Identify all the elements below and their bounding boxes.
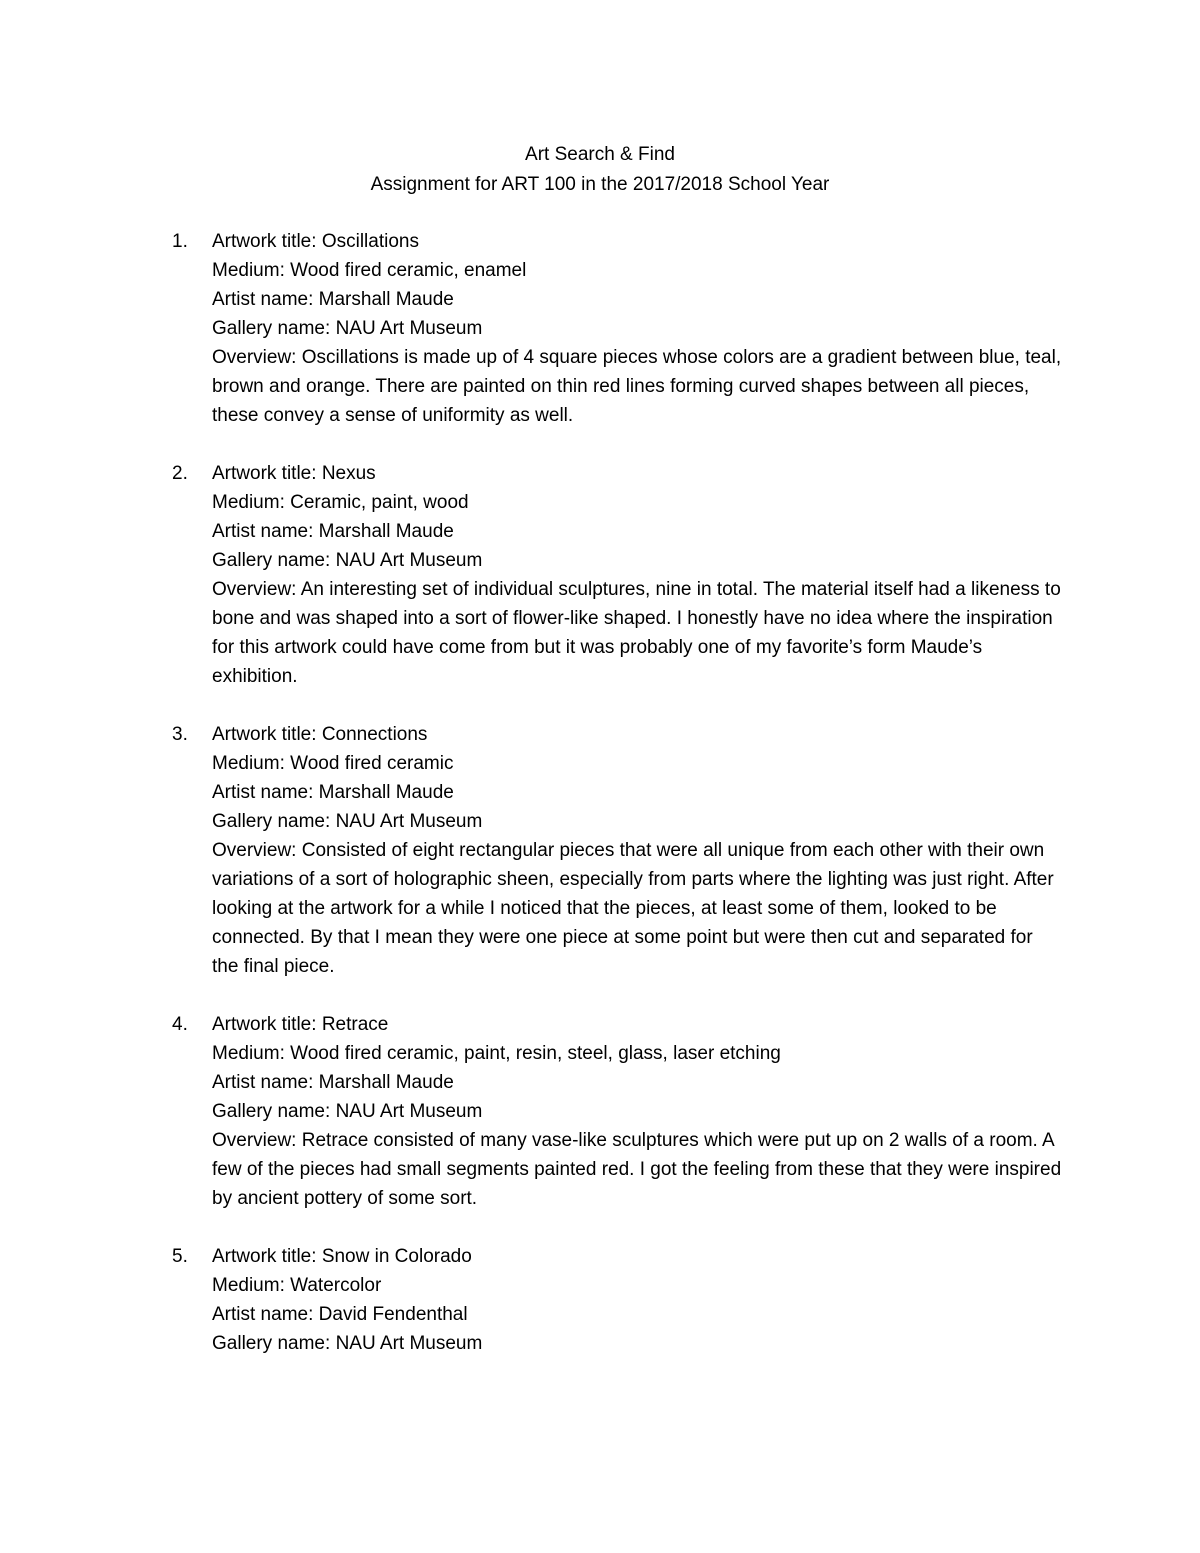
gallery-label: Gallery name: xyxy=(212,1101,331,1122)
medium-label: Medium: xyxy=(212,260,285,281)
entry-number: 3. xyxy=(172,724,188,745)
medium-value: Ceramic, paint, wood xyxy=(290,492,469,513)
entry-number: 5. xyxy=(172,1246,188,1267)
artwork-title-line xyxy=(212,227,1072,256)
overview-paragraph xyxy=(212,836,1062,981)
gallery-value: NAU Art Museum xyxy=(335,1101,483,1122)
overview-text: An interesting set of individual sculptures, nine in total. The material itself had a likeness to bone and was shaped into a sort of flower-like shaped. I honestly have no idea where the inspiration for this artwork could have come from but it was probably one of my favorite’s form Maude’s exhibition. xyxy=(212,579,1061,687)
gallery-value: NAU Art Museum xyxy=(335,550,483,571)
gallery-value: NAU Art Museum xyxy=(335,318,483,339)
gallery-label: Gallery name: xyxy=(212,550,331,571)
entry-number: 4. xyxy=(172,1014,188,1035)
medium-line xyxy=(212,749,1072,778)
medium-value: Watercolor xyxy=(290,1275,382,1296)
artwork-title-line xyxy=(212,459,1072,488)
artwork-title-label: Artwork title: xyxy=(212,231,317,252)
overview-text: Consisted of eight rectangular pieces that were all unique from each other with their own variations of a sort of holographic sheen, especially from parts where the lighting was just right. After looking at the artwork for a while I noticed that the pieces, at least some of them, looked to be connected. By that I mean they were one piece at some point but were then cut and separated for the final piece. xyxy=(212,840,1054,977)
document-title: Art Search & Find xyxy=(525,144,675,165)
artwork-title-label: Artwork title: xyxy=(212,1014,317,1035)
medium-label: Medium: xyxy=(212,492,285,513)
artwork-entry xyxy=(172,1010,1072,1213)
overview-text: Retrace consisted of many vase-like sculptures which were put up on 2 walls of a room. A few of the pieces had small segments painted red. I got the feeling from these that they were inspired by ancient pottery of some sort. xyxy=(212,1130,1062,1209)
document-subtitle: Assignment for ART 100 in the 2017/2018 School Year xyxy=(370,174,830,195)
artwork-title-label: Artwork title: xyxy=(212,1246,317,1267)
artwork-title-value: Nexus xyxy=(321,463,376,484)
gallery-line xyxy=(212,1329,1072,1358)
medium-label: Medium: xyxy=(212,1275,285,1296)
gallery-line xyxy=(212,314,1072,343)
artist-label: Artist name: xyxy=(212,521,314,542)
artist-value: Marshall Maude xyxy=(318,782,454,803)
overview-label: Overview: xyxy=(212,840,297,861)
artwork-entry xyxy=(172,720,1072,981)
artwork-title-value: Oscillations xyxy=(321,231,419,252)
artist-label: Artist name: xyxy=(212,289,314,310)
artist-value: Marshall Maude xyxy=(318,289,454,310)
overview-text: Oscillations is made up of 4 square pieces whose colors are a gradient between blue, teal, brown and orange. There are painted on thin red lines forming curved shapes between all pieces, these convey a sense of uniformity as well. xyxy=(212,347,1062,426)
overview-paragraph xyxy=(212,1126,1062,1213)
artwork-title-line xyxy=(212,1242,1072,1271)
medium-label: Medium: xyxy=(212,753,285,774)
artist-value: David Fendenthal xyxy=(318,1304,468,1325)
gallery-label: Gallery name: xyxy=(212,1333,331,1354)
artwork-title-label: Artwork title: xyxy=(212,463,317,484)
overview-label: Overview: xyxy=(212,579,297,600)
overview-paragraph xyxy=(212,575,1062,691)
gallery-line xyxy=(212,546,1072,575)
medium-value: Wood fired ceramic, paint, resin, steel, glass, laser etching xyxy=(290,1043,781,1064)
artist-label: Artist name: xyxy=(212,1072,314,1093)
artwork-title-value: Retrace xyxy=(321,1014,389,1035)
overview-label: Overview: xyxy=(212,1130,297,1151)
artwork-entry xyxy=(172,1242,1072,1358)
document-header xyxy=(0,140,1200,200)
artist-line xyxy=(212,517,1072,546)
artwork-title-value: Snow in Colorado xyxy=(321,1246,472,1267)
artwork-entry xyxy=(172,459,1072,691)
medium-line xyxy=(212,1039,1072,1068)
artwork-list xyxy=(172,227,1072,1387)
overview-paragraph xyxy=(212,343,1062,430)
artist-line xyxy=(212,285,1072,314)
gallery-value: NAU Art Museum xyxy=(335,1333,483,1354)
medium-line xyxy=(212,256,1072,285)
gallery-line xyxy=(212,1097,1072,1126)
artwork-title-line xyxy=(212,720,1072,749)
entry-number: 1. xyxy=(172,231,188,252)
artwork-title-line xyxy=(212,1010,1072,1039)
artist-value: Marshall Maude xyxy=(318,1072,454,1093)
medium-label: Medium: xyxy=(212,1043,285,1064)
medium-value: Wood fired ceramic xyxy=(290,753,454,774)
artwork-title-label: Artwork title: xyxy=(212,724,317,745)
gallery-line xyxy=(212,807,1072,836)
artist-line xyxy=(212,1300,1072,1329)
artist-value: Marshall Maude xyxy=(318,521,454,542)
gallery-label: Gallery name: xyxy=(212,318,331,339)
gallery-value: NAU Art Museum xyxy=(335,811,483,832)
medium-value: Wood fired ceramic, enamel xyxy=(290,260,527,281)
artist-label: Artist name: xyxy=(212,1304,314,1325)
artist-line xyxy=(212,1068,1072,1097)
medium-line xyxy=(212,488,1072,517)
medium-line xyxy=(212,1271,1072,1300)
overview-label: Overview: xyxy=(212,347,297,368)
gallery-label: Gallery name: xyxy=(212,811,331,832)
artist-line xyxy=(212,778,1072,807)
artwork-title-value: Connections xyxy=(321,724,428,745)
artwork-entry xyxy=(172,227,1072,430)
entry-number: 2. xyxy=(172,463,188,484)
artist-label: Artist name: xyxy=(212,782,314,803)
